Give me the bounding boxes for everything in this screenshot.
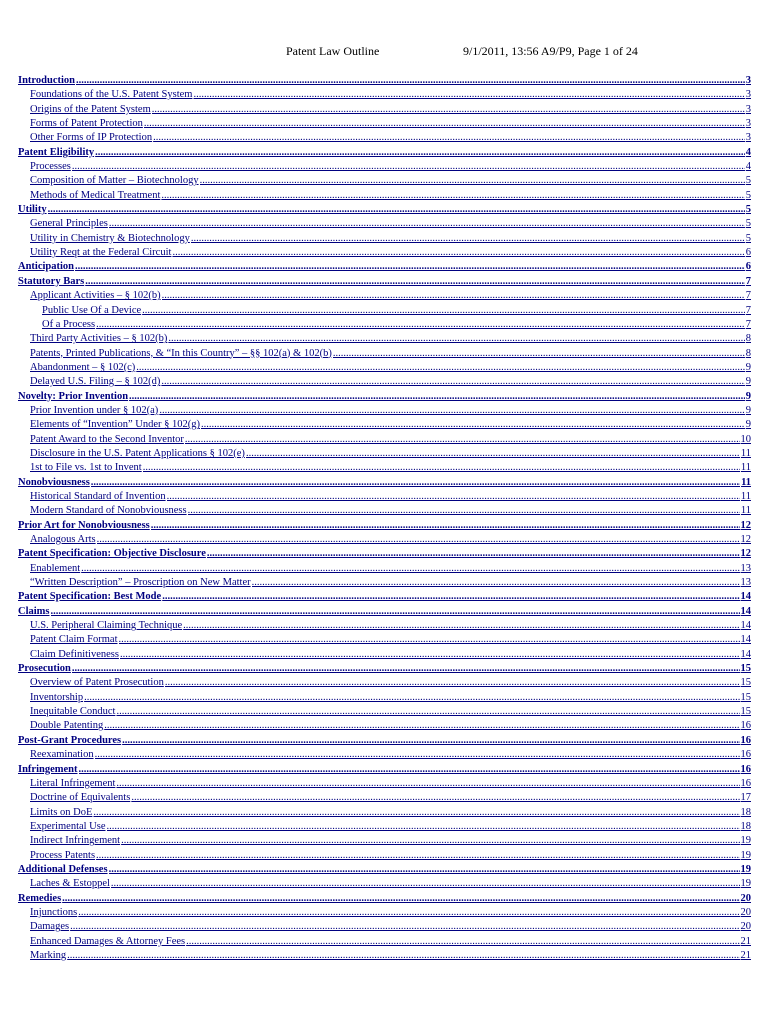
toc-entry-title: Processes	[30, 161, 71, 173]
toc-section-link[interactable]	[18, 892, 751, 906]
toc-dot-leader	[129, 390, 745, 404]
toc-dot-leader	[159, 404, 744, 418]
toc-entry-title: Foundations of the U.S. Patent System	[30, 89, 193, 101]
toc-dot-leader	[93, 806, 739, 820]
toc-entry-title: Other Forms of IP Protection	[30, 132, 153, 144]
toc-subsection-link[interactable]	[18, 490, 751, 504]
toc-dot-leader	[186, 935, 739, 949]
toc-entry-title: Patent Specification: Objective Disclosure	[18, 548, 206, 560]
toc-subsection-link[interactable]	[18, 189, 751, 203]
toc-page-number: 19	[740, 849, 751, 861]
toc-page-number: 10	[740, 433, 751, 445]
toc-dot-leader	[167, 490, 740, 504]
toc-page-number: 11	[741, 476, 751, 488]
toc-dot-leader	[116, 777, 739, 791]
toc-entry-title: Statutory Bars	[18, 275, 85, 287]
toc-dot-leader	[111, 877, 740, 891]
toc-entry-title: Patent Eligibility	[18, 146, 95, 158]
toc-section-link[interactable]	[18, 763, 751, 777]
toc-dot-leader	[162, 289, 745, 303]
toc-dot-leader	[168, 332, 744, 346]
toc-entry-title: Utility in Chemistry & Biotechnology	[30, 232, 190, 244]
toc-page-number: 14	[740, 620, 751, 632]
toc-subsection-link[interactable]	[18, 375, 751, 389]
toc-subsection-link[interactable]	[18, 949, 751, 963]
toc-entry-title: Prior Invention under § 102(a)	[30, 404, 159, 416]
toc-entry-title: Process Patents	[30, 849, 96, 861]
toc-entry-title: Analogous Arts	[30, 534, 96, 545]
toc-subsection-link[interactable]	[18, 347, 751, 361]
toc-subsection-link[interactable]	[18, 318, 751, 332]
toc-dot-leader	[85, 275, 745, 289]
toc-subsection-link[interactable]	[18, 533, 751, 547]
toc-page-number: 19	[740, 835, 751, 847]
toc-page-number: 13	[740, 562, 751, 574]
toc-subsection-link[interactable]	[18, 935, 751, 949]
toc-entry-title: Methods of Medical Treatment	[30, 189, 161, 201]
toc-dot-leader	[76, 74, 745, 88]
toc-page-number: 11	[740, 447, 751, 459]
toc-entry-title: Claim Definitiveness	[30, 648, 119, 660]
toc-dot-leader	[84, 691, 739, 705]
toc-entry-title: Patent Specification: Best Mode	[18, 591, 162, 603]
toc-subsection-link[interactable]	[18, 633, 751, 647]
toc-page-number: 15	[740, 691, 751, 703]
toc-entry-title: Laches & Estoppel	[30, 878, 110, 890]
toc-entry-title: “Written Description” – Proscription on New Matter	[30, 577, 251, 589]
toc-page-number: 5	[745, 175, 751, 187]
toc-dot-leader	[70, 920, 739, 934]
toc-entry-title: Composition of Matter – Biotechnology	[30, 175, 199, 187]
toc-dot-leader	[95, 146, 745, 160]
toc-entry-title: Public Use Of a Device	[42, 304, 142, 316]
toc-subsection-link[interactable]	[18, 791, 751, 805]
toc-subsection-link[interactable]	[18, 404, 751, 418]
toc-page-number: 20	[740, 921, 751, 933]
toc-subsection-link[interactable]	[18, 461, 751, 475]
toc-dot-leader	[109, 217, 745, 231]
toc-dot-leader	[185, 433, 740, 447]
toc-page-number: 9	[745, 419, 751, 431]
toc-entry-title: Post-Grant Procedures	[18, 734, 122, 746]
toc-page-number: 11	[740, 462, 751, 474]
toc-dot-leader	[252, 576, 740, 590]
toc-page-number: 5	[745, 189, 751, 201]
toc-dot-leader	[153, 131, 745, 145]
toc-entry-title: Inventorship	[30, 691, 84, 703]
toc-subsection-link[interactable]	[18, 131, 751, 145]
toc-page-number: 3	[745, 132, 751, 144]
toc-dot-leader	[75, 260, 745, 274]
toc-entry-title: Delayed U.S. Filing – § 102(d)	[30, 376, 161, 388]
toc-dot-leader	[131, 791, 739, 805]
toc-section-link[interactable]	[18, 519, 751, 533]
toc-page-number: 18	[740, 806, 751, 818]
toc-section-link[interactable]	[18, 547, 751, 561]
toc-subsection-link[interactable]	[18, 504, 751, 518]
toc-entry-title: Prior Art for Nonobviousness	[18, 519, 150, 531]
toc-page-number: 13	[740, 577, 751, 589]
toc-dot-leader	[104, 719, 739, 733]
toc-page-number: 16	[740, 734, 751, 746]
toc-section-link[interactable]	[18, 74, 751, 88]
toc-subsection-link[interactable]	[18, 304, 751, 318]
toc-dot-leader	[81, 562, 739, 576]
toc-entry-title: Elements of “Invention” Under § 102(g)	[30, 419, 200, 431]
toc-subsection-link[interactable]	[18, 289, 751, 303]
toc-page-number: 4	[745, 161, 751, 173]
toc-dot-leader	[151, 519, 740, 533]
toc-entry-title: Doctrine of Equivalents	[30, 792, 131, 804]
toc-subsection-link[interactable]	[18, 806, 751, 820]
toc-section-link[interactable]	[18, 863, 751, 877]
toc-subsection-link[interactable]	[18, 433, 751, 447]
toc-subsection-link[interactable]	[18, 777, 751, 791]
toc-entry-title: Indirect Infringement	[30, 835, 121, 847]
toc-dot-leader	[165, 676, 740, 690]
toc-entry-title: Experimental Use	[30, 820, 106, 832]
toc-entry-title: U.S. Peripheral Claiming Technique	[30, 620, 183, 632]
toc-page-number: 3	[745, 103, 751, 115]
toc-entry-title: Patent Claim Format	[30, 634, 118, 646]
toc-page-number: 16	[740, 777, 751, 789]
toc-page-number: 14	[740, 648, 751, 660]
toc-page-number: 6	[745, 247, 751, 259]
document-title: Patent Law Outline	[286, 44, 380, 58]
toc-dot-leader	[201, 418, 745, 432]
toc-subsection-link[interactable]	[18, 447, 751, 461]
toc-page-number: 7	[745, 290, 751, 302]
toc-dot-leader	[72, 662, 740, 676]
toc-section-link[interactable]	[18, 605, 751, 619]
toc-page-number: 12	[740, 534, 751, 545]
toc-dot-leader	[96, 849, 739, 863]
toc-dot-leader	[67, 949, 739, 963]
toc-subsection-link[interactable]	[18, 88, 751, 102]
toc-page-number: 3	[745, 89, 751, 101]
toc-subsection-link[interactable]	[18, 691, 751, 705]
toc-page-number: 18	[740, 820, 751, 832]
toc-dot-leader	[161, 375, 744, 389]
toc-page-number: 7	[745, 304, 751, 316]
toc-page-number: 7	[745, 318, 751, 330]
toc-subsection-link[interactable]	[18, 174, 751, 188]
toc-page-number: 17	[740, 792, 751, 804]
toc-dot-leader	[162, 590, 739, 604]
toc-dot-leader	[120, 648, 740, 662]
toc-page-number: 9	[745, 404, 751, 416]
toc-entry-title: Historical Standard of Invention	[30, 490, 166, 502]
toc-subsection-link[interactable]	[18, 103, 751, 117]
toc-subsection-link[interactable]	[18, 920, 751, 934]
toc-subsection-link[interactable]	[18, 418, 751, 432]
toc-entry-title: Literal Infringement	[30, 777, 116, 789]
toc-page-number: 5	[745, 232, 751, 244]
toc-subsection-link[interactable]	[18, 834, 751, 848]
toc-dot-leader	[79, 763, 740, 777]
toc-dot-leader	[51, 605, 740, 619]
toc-entry-title: Patents, Printed Publications, & “In this Country” – §§ 102(a) & 102(b)	[30, 347, 332, 359]
toc-page-number: 19	[740, 878, 751, 890]
toc-dot-leader	[191, 232, 745, 246]
toc-dot-leader	[136, 361, 744, 375]
toc-entry-title: Double Patenting	[30, 720, 104, 732]
toc-entry-title: Injunctions	[30, 906, 78, 918]
toc-subsection-link[interactable]	[18, 906, 751, 920]
toc-entry-title: Applicant Activities – § 102(b)	[30, 290, 161, 302]
toc-entry-title: Forms of Patent Protection	[30, 118, 143, 130]
toc-dot-leader	[109, 863, 740, 877]
toc-entry-title: Modern Standard of Nonobviousness	[30, 505, 187, 517]
toc-page-number: 12	[740, 548, 751, 560]
toc-page-number: 11	[740, 505, 751, 517]
toc-entry-title: 1st to File vs. 1st to Invent	[30, 462, 142, 474]
toc-page-number: 16	[740, 763, 751, 775]
toc-page-number: 8	[745, 347, 751, 359]
toc-page-number: 5	[745, 204, 751, 216]
toc-subsection-link[interactable]	[18, 246, 751, 260]
toc-entry-title: Reexamination	[30, 749, 94, 761]
toc-page-number: 16	[740, 749, 751, 761]
toc-entry-title: Infringement	[18, 763, 78, 775]
toc-section-link[interactable]	[18, 275, 751, 289]
toc-section-link[interactable]	[18, 734, 751, 748]
toc-dot-leader	[107, 820, 740, 834]
toc-dot-leader	[122, 734, 739, 748]
toc-dot-leader	[193, 88, 744, 102]
toc-section-link[interactable]	[18, 390, 751, 404]
toc-page-number: 20	[740, 906, 751, 918]
toc-subsection-link[interactable]	[18, 719, 751, 733]
toc-dot-leader	[119, 633, 740, 647]
toc-dot-leader	[48, 203, 745, 217]
toc-dot-leader	[97, 533, 740, 547]
table-of-contents	[18, 74, 751, 963]
toc-dot-leader	[121, 834, 739, 848]
toc-page-number: 20	[740, 892, 751, 904]
toc-page-number: 15	[740, 663, 751, 675]
page-header	[0, 44, 768, 60]
toc-subsection-link[interactable]	[18, 705, 751, 719]
toc-page-number: 5	[745, 218, 751, 230]
toc-subsection-link[interactable]	[18, 232, 751, 246]
toc-section-link[interactable]	[18, 662, 751, 676]
toc-page-number: 14	[740, 591, 751, 603]
toc-dot-leader	[62, 892, 739, 906]
toc-dot-leader	[91, 476, 740, 490]
toc-page-number: 7	[745, 275, 751, 287]
toc-section-link[interactable]	[18, 590, 751, 604]
toc-entry-title: Utility Reqt at the Federal Circuit	[30, 247, 172, 259]
toc-entry-title: Anticipation	[18, 261, 75, 273]
toc-dot-leader	[161, 189, 744, 203]
toc-page-number: 21	[740, 949, 751, 961]
toc-entry-title: Inequitable Conduct	[30, 706, 116, 718]
toc-subsection-link[interactable]	[18, 820, 751, 834]
toc-dot-leader	[188, 504, 740, 518]
toc-dot-leader	[78, 906, 739, 920]
toc-page-number: 14	[740, 605, 751, 617]
toc-page-number: 15	[740, 706, 751, 718]
toc-dot-leader	[144, 117, 745, 131]
toc-page-number: 12	[740, 519, 751, 531]
toc-entry-title: General Principles	[30, 218, 108, 230]
toc-subsection-link[interactable]	[18, 748, 751, 762]
toc-entry-title: Third Party Activities – § 102(b)	[30, 333, 168, 345]
toc-entry-title: Prosecution	[18, 663, 71, 675]
toc-page-number: 6	[745, 261, 751, 273]
toc-subsection-link[interactable]	[18, 676, 751, 690]
toc-dot-leader	[183, 619, 739, 633]
toc-dot-leader	[333, 347, 745, 361]
document-meta: 9/1/2011, 13:56 A9/P9, Page 1 of 24	[463, 44, 638, 58]
toc-dot-leader	[96, 318, 745, 332]
toc-entry-title: Overview of Patent Prosecution	[30, 677, 164, 689]
toc-entry-title: Of a Process	[42, 318, 96, 330]
toc-subsection-link[interactable]	[18, 576, 751, 590]
toc-dot-leader	[72, 160, 745, 174]
toc-subsection-link[interactable]	[18, 117, 751, 131]
toc-entry-title: Enablement	[30, 562, 81, 574]
toc-page-number: 9	[745, 376, 751, 388]
toc-page-number: 8	[745, 333, 751, 345]
toc-dot-leader	[207, 547, 740, 561]
toc-page-number: 19	[740, 863, 751, 875]
toc-entry-title: Claims	[18, 605, 50, 617]
toc-section-link[interactable]	[18, 146, 751, 160]
toc-subsection-link[interactable]	[18, 361, 751, 375]
toc-page-number: 3	[745, 75, 751, 86]
toc-entry-title: Additional Defenses	[18, 863, 108, 875]
toc-page-number: 14	[740, 634, 751, 646]
toc-dot-leader	[200, 174, 745, 188]
toc-entry-title: Abandonment – § 102(c)	[30, 361, 136, 373]
toc-entry-title: Utility	[18, 204, 47, 216]
toc-page-number: 4	[745, 146, 751, 158]
toc-page-number: 3	[745, 118, 751, 130]
toc-section-link[interactable]	[18, 203, 751, 217]
toc-section-link[interactable]	[18, 476, 751, 490]
toc-entry-title: Patent Award to the Second Inventor	[30, 433, 184, 445]
toc-dot-leader	[142, 304, 745, 318]
toc-dot-leader	[143, 461, 740, 475]
toc-entry-title: Introduction	[18, 75, 75, 86]
toc-page-number: 11	[740, 490, 751, 502]
toc-subsection-link[interactable]	[18, 217, 751, 231]
toc-page-number: 21	[740, 935, 751, 947]
toc-dot-leader	[172, 246, 744, 260]
toc-subsection-link[interactable]	[18, 160, 751, 174]
toc-section-link[interactable]	[18, 260, 751, 274]
toc-entry-title: Disclosure in the U.S. Patent Applications § 102(e)	[30, 447, 245, 459]
toc-entry-title: Origins of the Patent System	[30, 103, 151, 115]
toc-dot-leader	[152, 103, 745, 117]
toc-entry-title: Remedies	[18, 892, 62, 904]
toc-subsection-link[interactable]	[18, 619, 751, 633]
toc-dot-leader	[246, 447, 740, 461]
toc-subsection-link[interactable]	[18, 562, 751, 576]
toc-page-number: 9	[745, 390, 751, 402]
toc-subsection-link[interactable]	[18, 877, 751, 891]
toc-dot-leader	[116, 705, 739, 719]
toc-entry-title: Novelty: Prior Invention	[18, 390, 129, 402]
toc-entry-title: Nonobviousness	[18, 476, 90, 488]
toc-entry-title: Enhanced Damages & Attorney Fees	[30, 935, 186, 947]
toc-page-number: 16	[740, 720, 751, 732]
toc-subsection-link[interactable]	[18, 648, 751, 662]
toc-entry-title: Marking	[30, 949, 67, 961]
toc-subsection-link[interactable]	[18, 332, 751, 346]
toc-page-number: 15	[740, 677, 751, 689]
toc-dot-leader	[95, 748, 740, 762]
toc-subsection-link[interactable]	[18, 849, 751, 863]
toc-entry-title: Limits on DoE	[30, 806, 93, 818]
toc-entry-title: Damages	[30, 921, 70, 933]
toc-page-number: 9	[745, 361, 751, 373]
